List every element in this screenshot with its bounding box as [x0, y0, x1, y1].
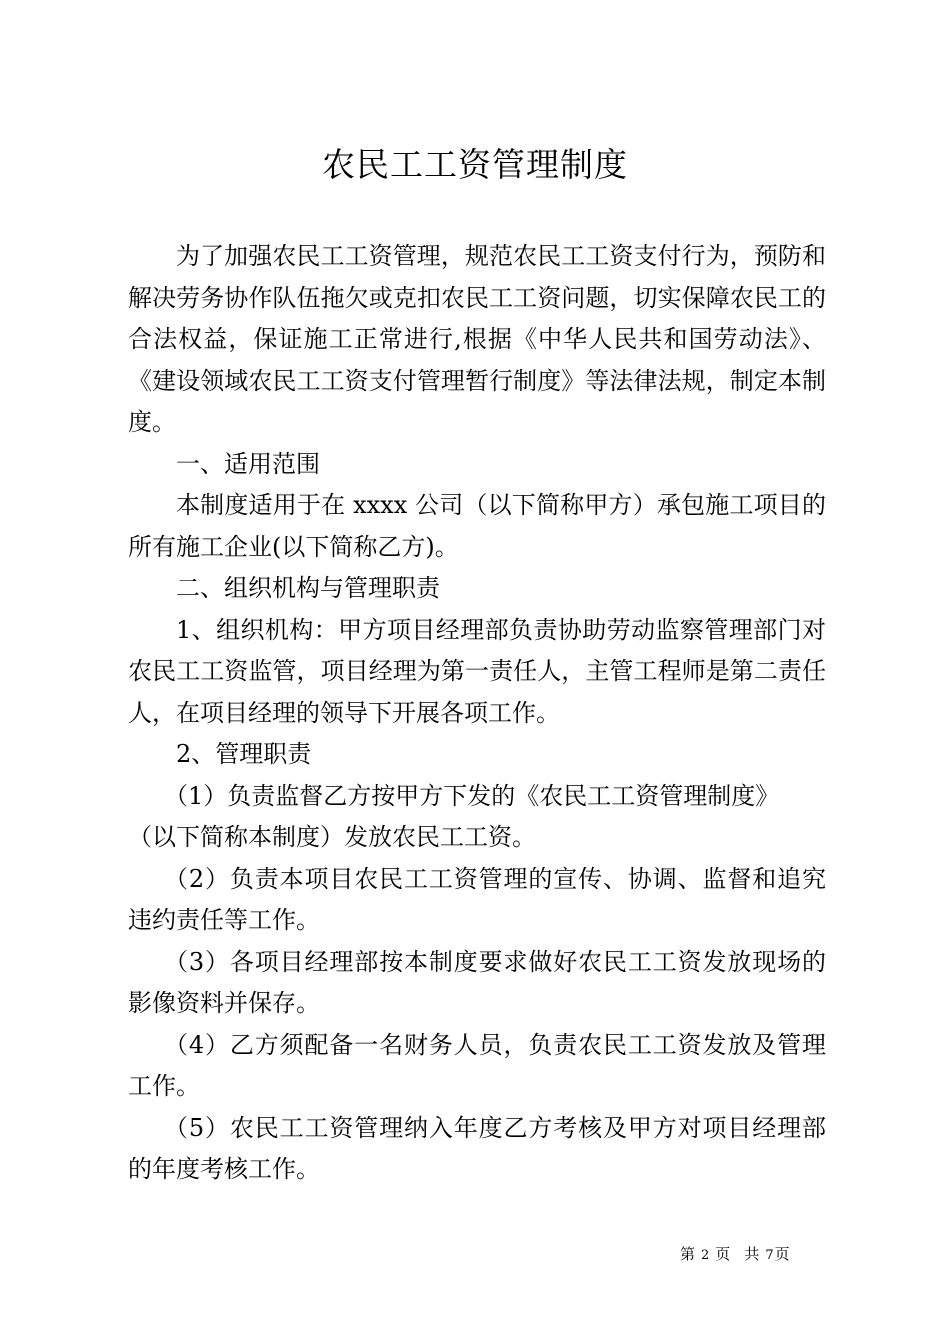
page-number: 2 — [701, 1248, 710, 1263]
duty-item-1-continuation: （以下简称本制度）发放农民工工资。 — [128, 823, 536, 851]
total-pages: 7 — [765, 1248, 774, 1263]
duty-item-1: （1）负责监督乙方按甲方下发的《农民工工资管理制度》 — [164, 781, 780, 810]
footer-total-prefix: 共 — [744, 1245, 760, 1263]
section-heading-scope: 一、适用范围 — [176, 449, 320, 478]
page-footer — [680, 1244, 790, 1266]
footer-total-unit: 页 — [774, 1245, 790, 1263]
document-body — [128, 236, 826, 1191]
page-title: 农民工工资管理制度 — [322, 145, 628, 184]
section-heading-organization: 二、组织机构与管理职责 — [176, 574, 440, 602]
duty-item-2: （2）负责本项目农民工工资管理的宣传、协调、监督和追究违约责任等工作。 — [128, 864, 826, 934]
organization-paragraph: 1、组织机构：甲方项目经理部负责协助劳动监察管理部门对农民工工资监管，项目经理为第一责任人，主管工程师是第二责任人，在项目经理的领导下开展各项工作。 — [128, 615, 826, 727]
section-heading-duties: 2、管理职责 — [176, 740, 312, 768]
footer-page-unit: 页 — [715, 1245, 731, 1263]
footer-prefix: 第 — [680, 1245, 696, 1263]
duty-item-4: （4）乙方须配备一名财务人员，负责农民工工资发放及管理工作。 — [128, 1030, 826, 1100]
duty-item-3: （3）各项目经理部按本制度要求做好农民工工资发放现场的影像资料并保存。 — [128, 947, 826, 1017]
duty-item-5: （5）农民工工资管理纳入年度乙方考核及甲方对项目经理部的年度考核工作。 — [128, 1113, 826, 1183]
scope-paragraph: 本制度适用于在 xxxx 公司（以下简称甲方）承包施工项目的所有施工企业(以下简称乙方)。 — [128, 491, 826, 561]
intro-paragraph: 为了加强农民工工资管理，规范农民工工资支付行为，预防和解决劳务协作队伍拖欠或克扣农民工工资问题，切实保障农民工的合法权益，保证施工正常进行,根据《中华人民共和国劳动法》、《建设领域农民工工资支付管理暂行制度》等法律法规，制定本制度。 — [128, 242, 826, 436]
